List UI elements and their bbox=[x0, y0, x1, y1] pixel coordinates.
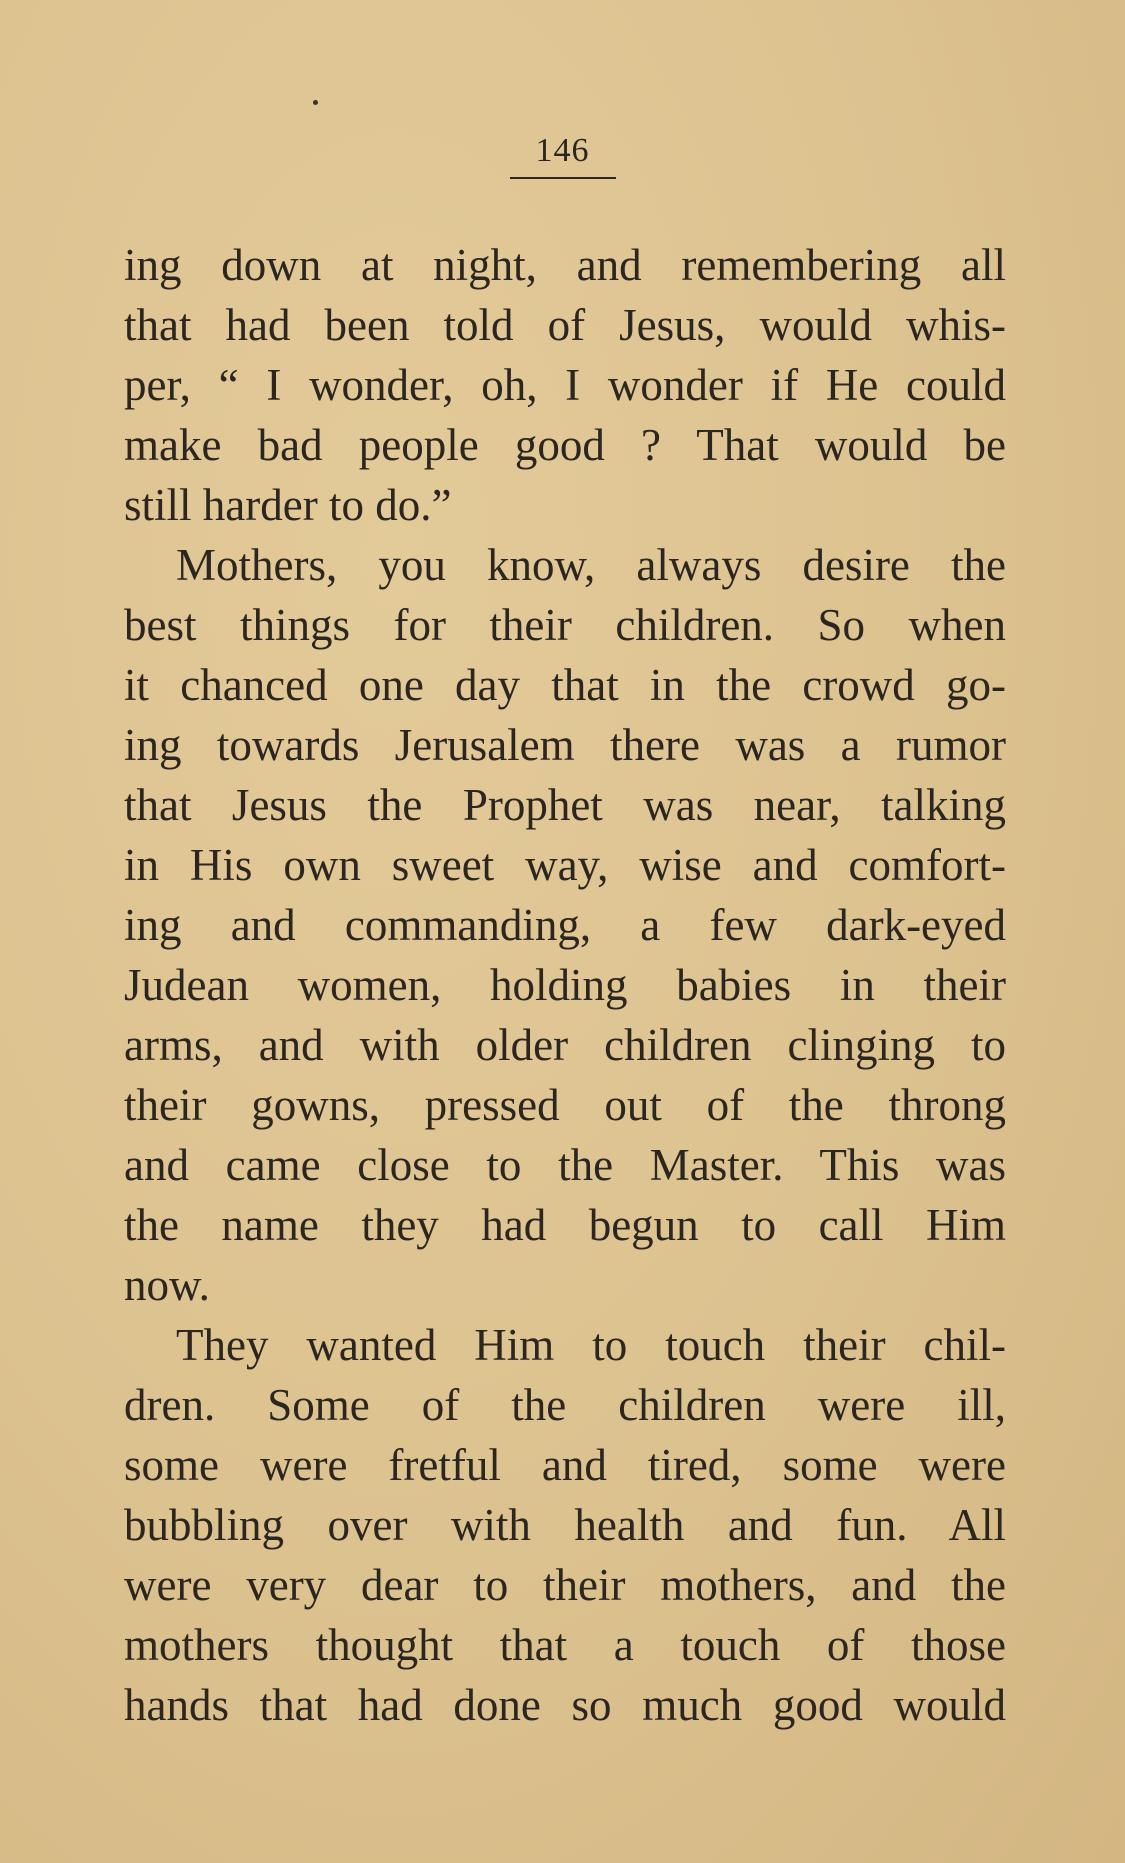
paragraph bbox=[124, 535, 1006, 1315]
text-line: some were fretful and tired, some were bbox=[124, 1440, 1006, 1490]
text-line: per, “ I wonder, oh, I wonder if He could bbox=[124, 360, 1006, 410]
text-line: ing down at night, and remembering all bbox=[124, 240, 1006, 290]
body-text bbox=[124, 235, 1006, 1735]
text-line: now. bbox=[124, 1260, 210, 1310]
text-line: bubbling over with health and fun. All bbox=[124, 1500, 1006, 1550]
text-line: ing and commanding, a few dark-eyed bbox=[124, 900, 1006, 950]
text-line: make bad people good ? That would be bbox=[124, 420, 1006, 470]
page-number: 146 bbox=[510, 132, 616, 179]
text-line: and came close to the Master. This was bbox=[124, 1140, 1006, 1190]
text-line: that had been told of Jesus, would whis- bbox=[124, 300, 1006, 350]
text-line: that Jesus the Prophet was near, talking bbox=[124, 780, 1006, 830]
text-line: arms, and with older children clinging to bbox=[124, 1020, 1006, 1070]
text-line: hands that had done so much good would bbox=[124, 1680, 1006, 1730]
text-line: were very dear to their mothers, and the bbox=[124, 1560, 1006, 1610]
text-line: Judean women, holding babies in their bbox=[124, 960, 1006, 1010]
paragraph bbox=[124, 1315, 1006, 1735]
text-line: their gowns, pressed out of the throng bbox=[124, 1080, 1006, 1130]
text-line: the name they had begun to call Him bbox=[124, 1200, 1006, 1250]
ink-speck bbox=[313, 100, 318, 105]
paragraph bbox=[124, 235, 1006, 535]
text-line: mothers thought that a touch of those bbox=[124, 1620, 1006, 1670]
page-header bbox=[0, 132, 1125, 179]
text-line: it chanced one day that in the crowd go- bbox=[124, 660, 1006, 710]
text-line: best things for their children. So when bbox=[124, 600, 1006, 650]
text-line: dren. Some of the children were ill, bbox=[124, 1380, 1006, 1430]
text-line: Mothers, you know, always desire the bbox=[176, 540, 1006, 590]
text-line: in His own sweet way, wise and comfort- bbox=[124, 840, 1006, 890]
text-line: ing towards Jerusalem there was a rumor bbox=[124, 720, 1006, 770]
text-line: still harder to do.” bbox=[124, 480, 452, 530]
text-line: They wanted Him to touch their chil- bbox=[176, 1320, 1006, 1370]
